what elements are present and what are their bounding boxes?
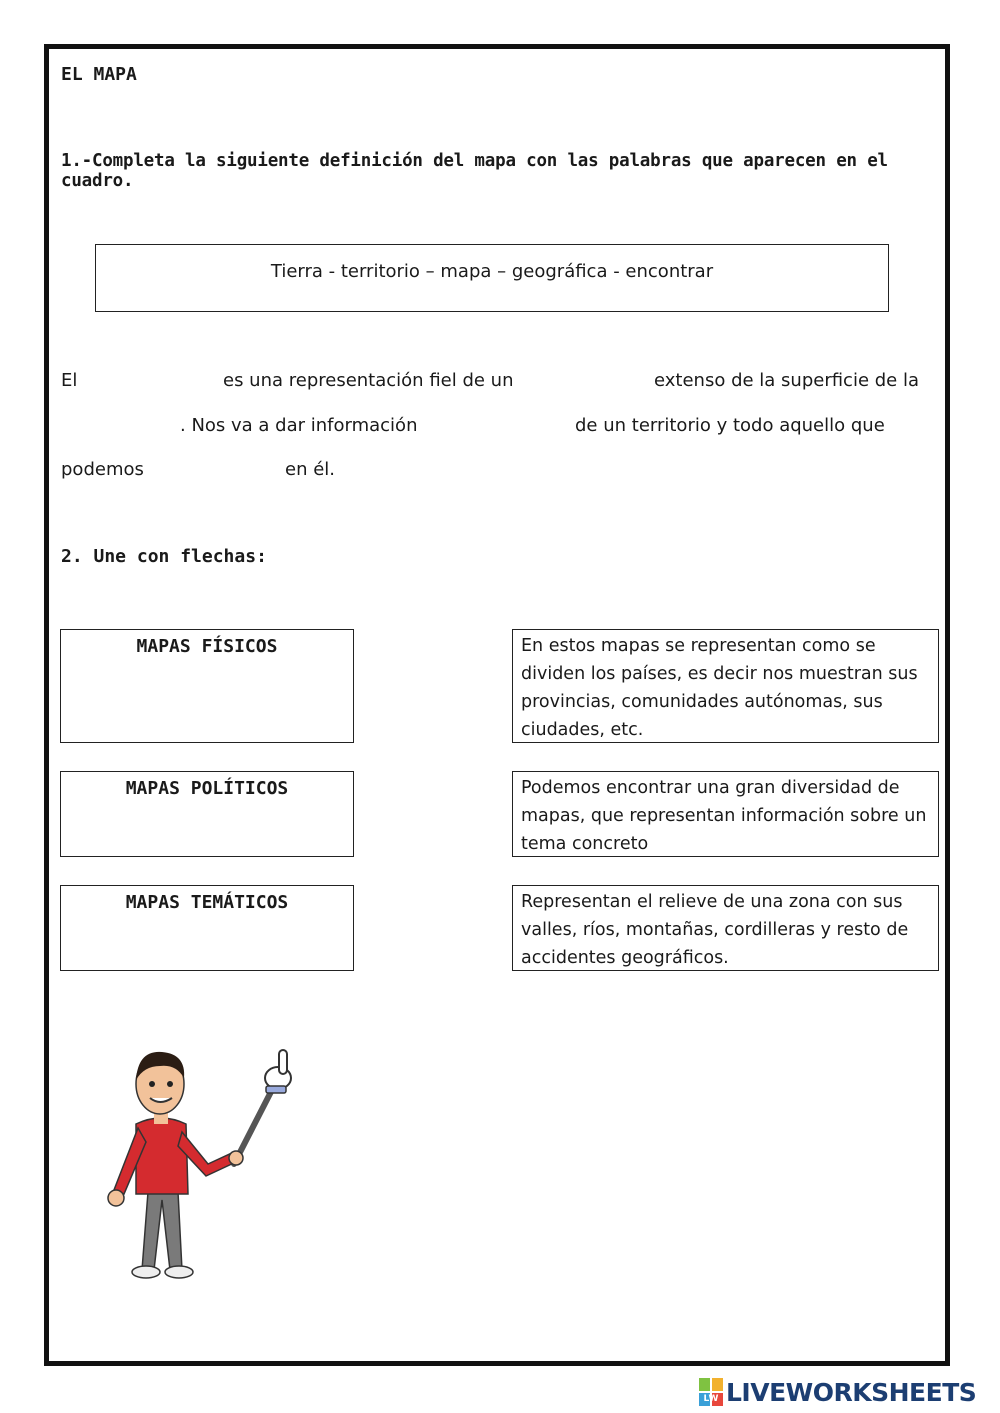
question-2: 2. Une con flechas: (61, 546, 267, 567)
brand-name: LIVEWORKSHEETS (726, 1377, 977, 1407)
teacher-pointer-illustration (96, 1042, 306, 1282)
definition-text: Representan el relieve de una zona con sus valles, ríos, montañas, cordilleras y resto de accidentes geográficos. (521, 892, 909, 968)
pointing-glove-icon (265, 1050, 291, 1093)
map-type-label: MAPAS POLÍTICOS (125, 778, 289, 799)
worksheet-title: EL MAPA (61, 64, 137, 85)
liveworksheets-brand (698, 1374, 976, 1410)
fill-text-line1-c: extenso de la superficie de la (654, 370, 920, 391)
fill-text-line3-a: podemos (61, 459, 144, 480)
fill-text-line2-b: de un territorio y todo aquello que (575, 415, 885, 436)
question-1: 1.-Completa la siguiente definición del mapa con las palabras que aparecen en el cuadro. (61, 151, 888, 191)
map-type-box-fisicos[interactable] (60, 629, 354, 743)
map-type-box-politicos[interactable] (60, 771, 354, 857)
map-type-label: MAPAS TEMÁTICOS (125, 892, 289, 913)
fill-text-line2-a: . Nos va a dar información (180, 415, 418, 436)
fill-text-line3-b: en él. (285, 459, 336, 480)
definition-box-2[interactable] (512, 771, 939, 857)
svg-text:LW: LW (703, 1394, 719, 1404)
word-bank-box (95, 244, 889, 312)
fill-text-line1-a: El (61, 370, 78, 391)
map-type-box-tematicos[interactable] (60, 885, 354, 971)
map-type-label: MAPAS FÍSICOS (136, 636, 278, 657)
liveworksheets-logo-icon (698, 1377, 724, 1407)
fill-text-line1-b: es una representación fiel de un (223, 370, 514, 391)
definition-text: En estos mapas se representan como se dividen los países, es decir nos muestran sus provincias, comunidades autónomas, sus ciudades, etc. (521, 636, 918, 740)
definition-box-3[interactable] (512, 885, 939, 971)
word-bank-text: Tierra - territorio – mapa – geográfica - encontrar (270, 261, 714, 282)
definition-text: Podemos encontrar una gran diversidad de mapas, que representan información sobre un tema concreto (521, 778, 927, 854)
definition-box-1[interactable] (512, 629, 939, 743)
